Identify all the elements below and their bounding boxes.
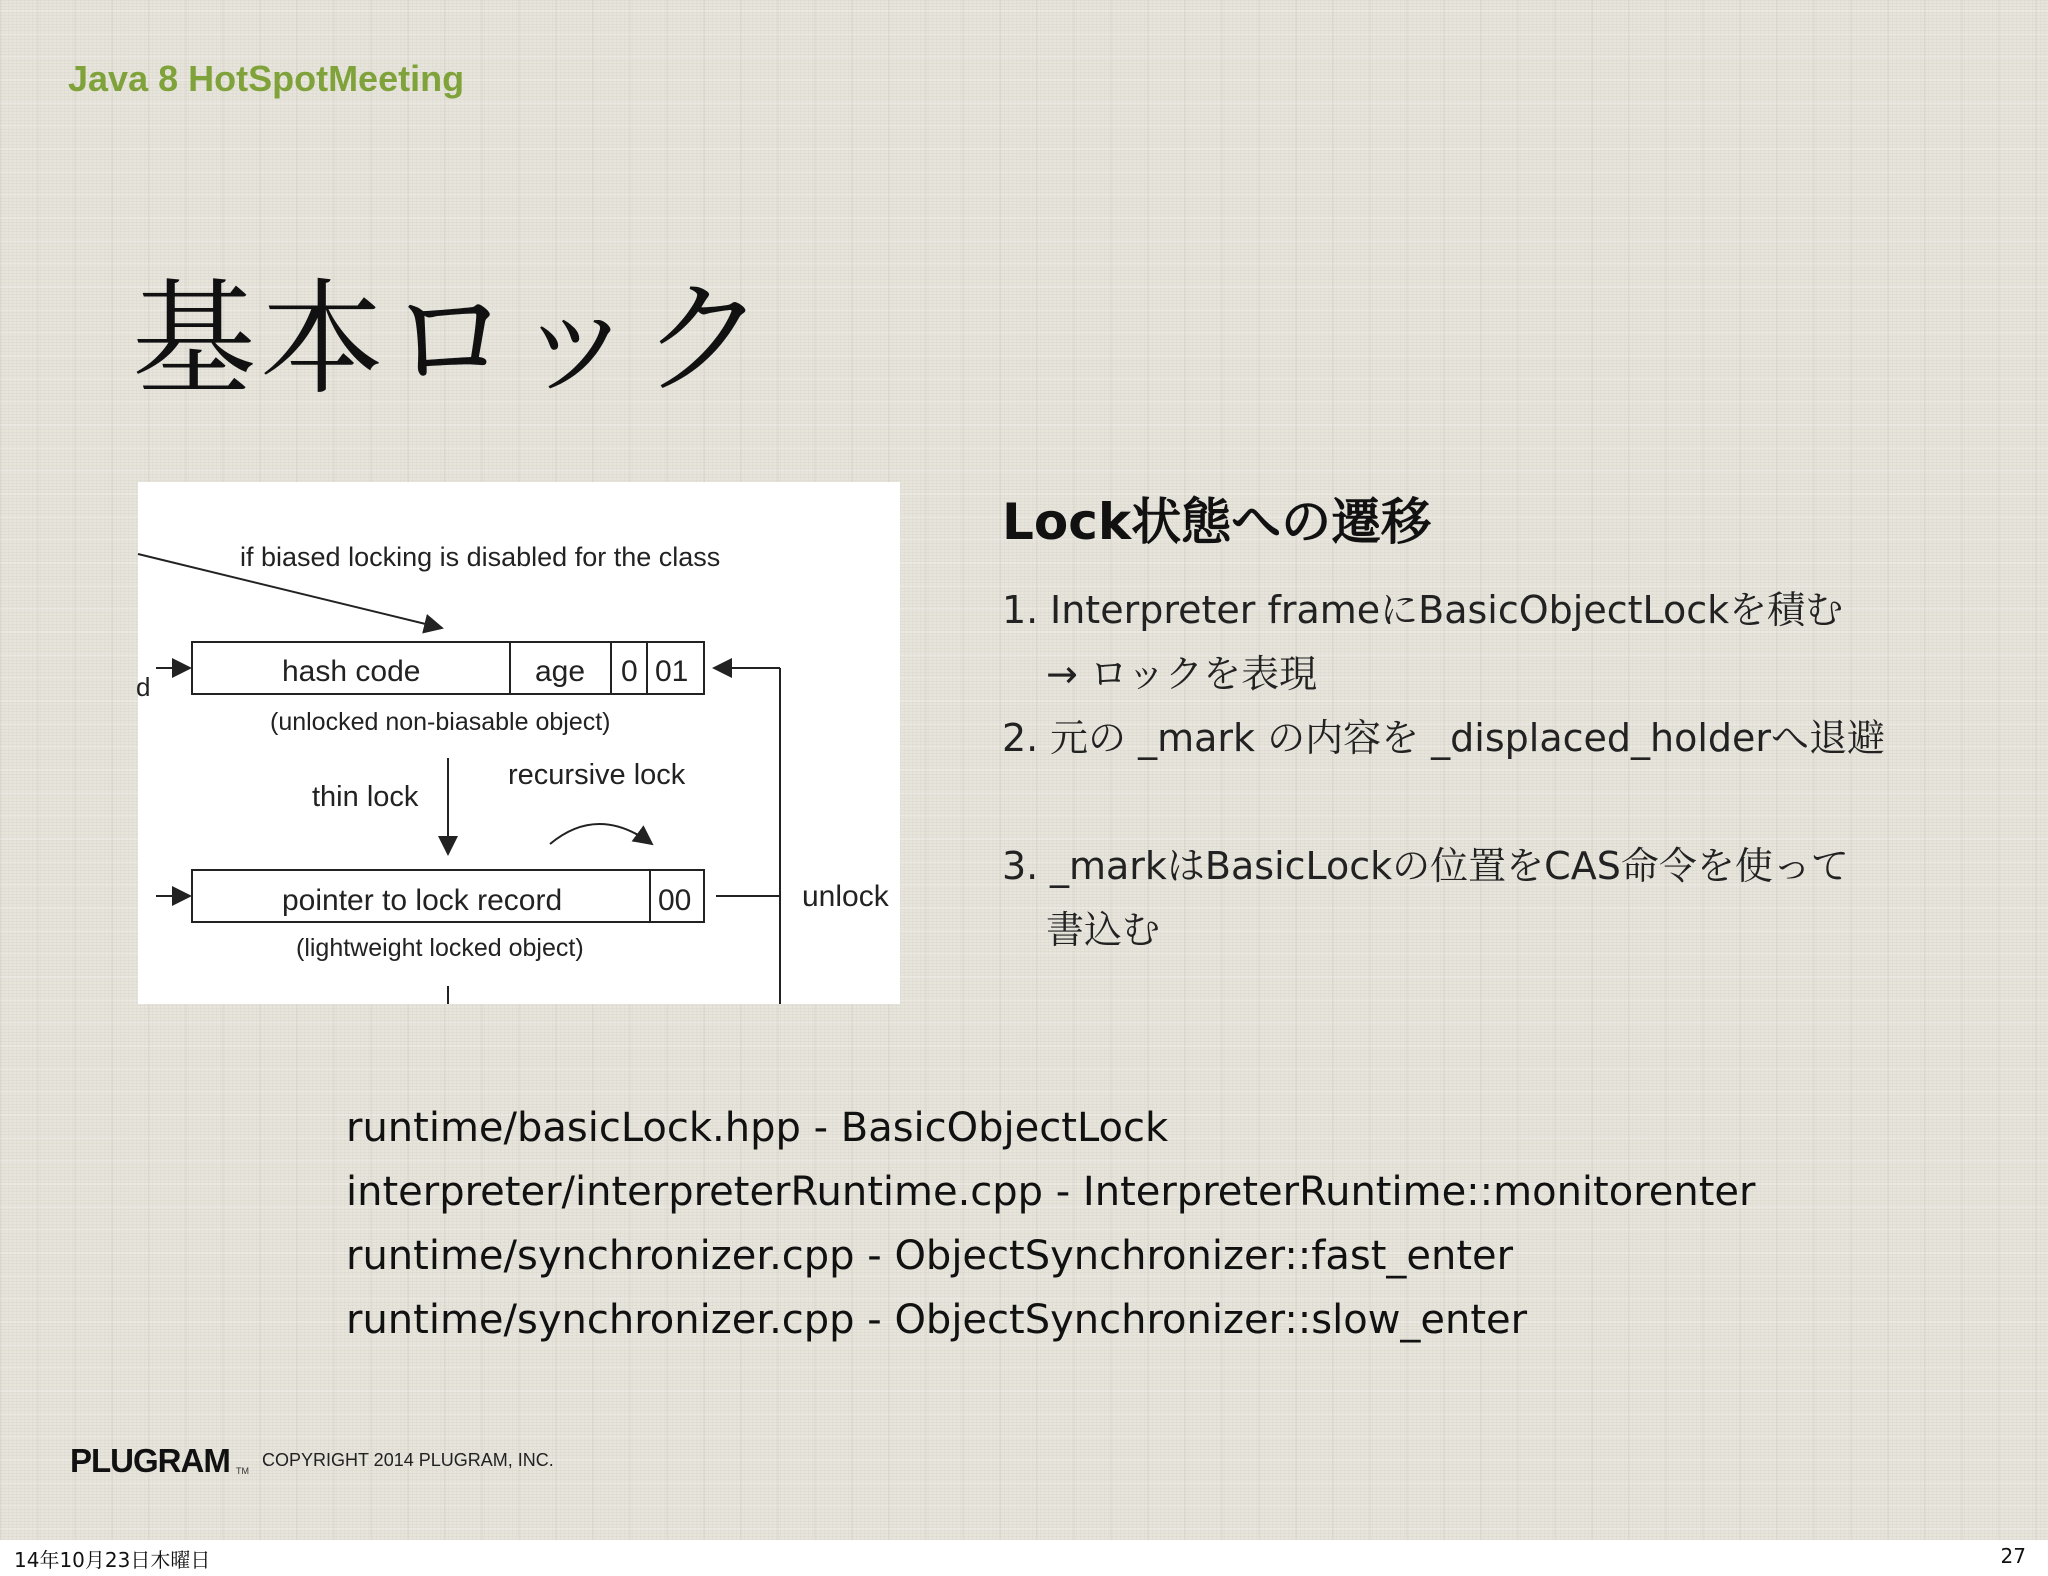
step-item: 3. _markはBasicLockの位置をCAS命令を使って 書込む [1002, 844, 1849, 952]
copyright-text: COPYRIGHT 2014 PLUGRAM, INC. [262, 1450, 554, 1470]
trademark-mark: TM [236, 1466, 249, 1476]
box2-caption: (lightweight locked object) [296, 934, 584, 962]
step-item: 2. 元の _mark の内容を _displaced_holderへ退避 [1002, 716, 1886, 760]
reference-item: interpreter/interpreterRuntime.cpp - InterpreterRuntime::monitorenter [346, 1169, 1756, 1215]
reference-item: runtime/synchronizer.cpp - ObjectSynchronizer::fast_enter [346, 1233, 1514, 1279]
box1-caption: (unlocked non-biasable object) [270, 708, 611, 736]
lock-bits-field-00: 00 [658, 884, 692, 917]
print-footer [0, 1540, 2048, 1576]
reference-item: runtime/basicLock.hpp - BasicObjectLock [346, 1105, 1169, 1151]
unlock-label: unlock [802, 880, 889, 913]
top-caption: if biased locking is disabled for the class [240, 542, 721, 572]
steps-list [1002, 578, 2022, 962]
bias-bit-field: 0 [621, 655, 638, 688]
section-heading: Lock状態への遷移 [1002, 493, 1432, 551]
source-references [346, 1096, 1755, 1352]
lock-state-diagram [138, 482, 900, 1004]
print-date: 14年10月23日木曜日 [14, 1548, 211, 1572]
header-label: Java 8 HotSpotMeeting [68, 58, 465, 99]
slide-title: 基本ロック [132, 268, 770, 412]
thin-lock-label: thin lock [312, 781, 419, 813]
pointer-field: pointer to lock record [282, 884, 563, 917]
lock-bits-field-01: 01 [655, 655, 689, 688]
hash-code-field: hash code [282, 655, 421, 688]
reference-item: runtime/synchronizer.cpp - ObjectSynchronizer::slow_enter [346, 1297, 1528, 1343]
age-field: age [535, 655, 586, 688]
recursive-lock-label: recursive lock [508, 759, 686, 791]
recursive-lock-arrow [550, 824, 652, 844]
page-number: 27 [2000, 1544, 2026, 1568]
plugram-logo: PLUGRAM [70, 1442, 230, 1479]
left-partial-char: d [136, 672, 151, 702]
diagram-svg [138, 482, 900, 1004]
step-item: 1. Interpreter frameにBasicObjectLockを積む → ロックを表現 [1002, 588, 1844, 696]
